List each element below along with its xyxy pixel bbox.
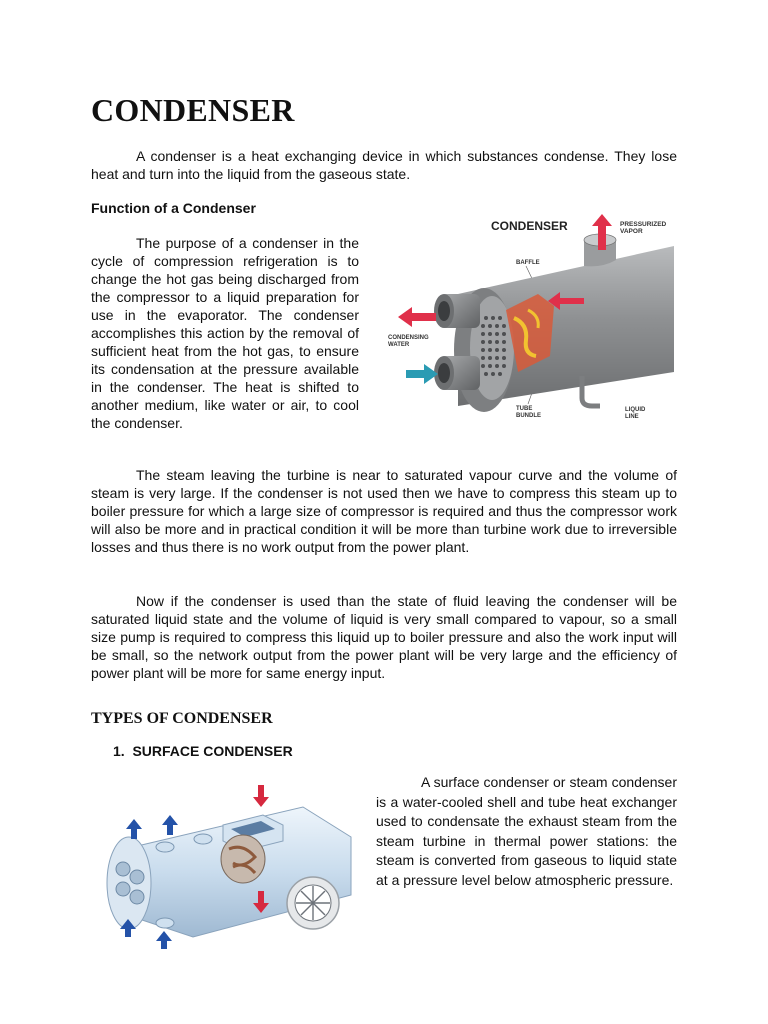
- surface-condenser-figure: [93, 777, 363, 960]
- function-paragraph: The purpose of a condenser in the cycle of compression refrigeration is to change the hot gas being discharged from the compressor to a liquid preparation for use in the evaporator. The condenser accomplishes this action by the removal of sufficient heat from the hot gas, to ensure its condensation at the pressure available in the condenser. The heat is shifted to another medium, like water or air, to cool the condenser.: [91, 235, 359, 431]
- water-in-arrow-2: [156, 931, 172, 949]
- surface-condenser-paragraph: A surface condenser or steam condenser is a water-cooled shell and tube heat exchanger used to condensate the exhaust steam from the steam turbine in thermal power stations: the steam is converted from gaseous to liquid state at a pressure level below atmospheric pressure.: [376, 774, 677, 888]
- surface-end-plate: [107, 837, 151, 929]
- label-liquid: LIQUID: [625, 407, 646, 413]
- types-heading: TYPES OF CONDENSER: [91, 710, 273, 727]
- steam-paragraph: The steam leaving the turbine is near to saturated vapour curve and the volume of steam is very large. If the condenser is not used then we have to compress this steam up to boiler pressure for which a large size of compressor is required and thus the compressor work will also be more and in practical condition it will be more than turbine work due to irreversible losses and thus there is no work output from the power plant.: [91, 467, 677, 555]
- intro-paragraph: A condenser is a heat exchanging device in which substances condense. They lose heat and turn into the liquid from the gaseous state.: [91, 148, 677, 182]
- water-inlet-port: [434, 356, 480, 390]
- label-bundle: BUNDLE: [516, 413, 541, 419]
- label-line: LINE: [625, 414, 639, 420]
- tube-bundle-cutaway: [221, 835, 265, 883]
- steam-in-arrow: [253, 785, 269, 807]
- condenser-used-paragraph: Now if the condenser is used than the state of fluid leaving the condenser will be saturated liquid state and the volume of liquid is very small compared to vapour, so a small size pump is required to compress this liquid up to boiler pressure and also the work input will be small, so the network output from the power plant will be very large and the efficiency of power plant will be more for same energy input.: [91, 593, 677, 681]
- water-out-arrow-2: [162, 815, 178, 835]
- label-vapor: VAPOR: [620, 228, 643, 235]
- water-in-arrow: [406, 364, 438, 384]
- function-heading: Function of a Condenser: [91, 200, 256, 216]
- label-tube: TUBE: [516, 406, 533, 412]
- label-baffle: BAFFLE: [516, 260, 540, 266]
- label-condensing: CONDENSING: [388, 335, 429, 341]
- figure1-title: CONDENSER: [491, 219, 568, 233]
- label-pressurized: PRESSURIZED: [620, 221, 667, 228]
- water-out-arrow: [398, 307, 436, 327]
- page-title: CONDENSER: [91, 92, 295, 128]
- water-outlet-port: [434, 294, 480, 328]
- water-out-arrow-1: [126, 819, 142, 839]
- label-water: WATER: [388, 342, 410, 348]
- surface-condenser-heading: 1. SURFACE CONDENSER: [113, 743, 293, 759]
- condenser-cutaway-figure: [388, 206, 680, 436]
